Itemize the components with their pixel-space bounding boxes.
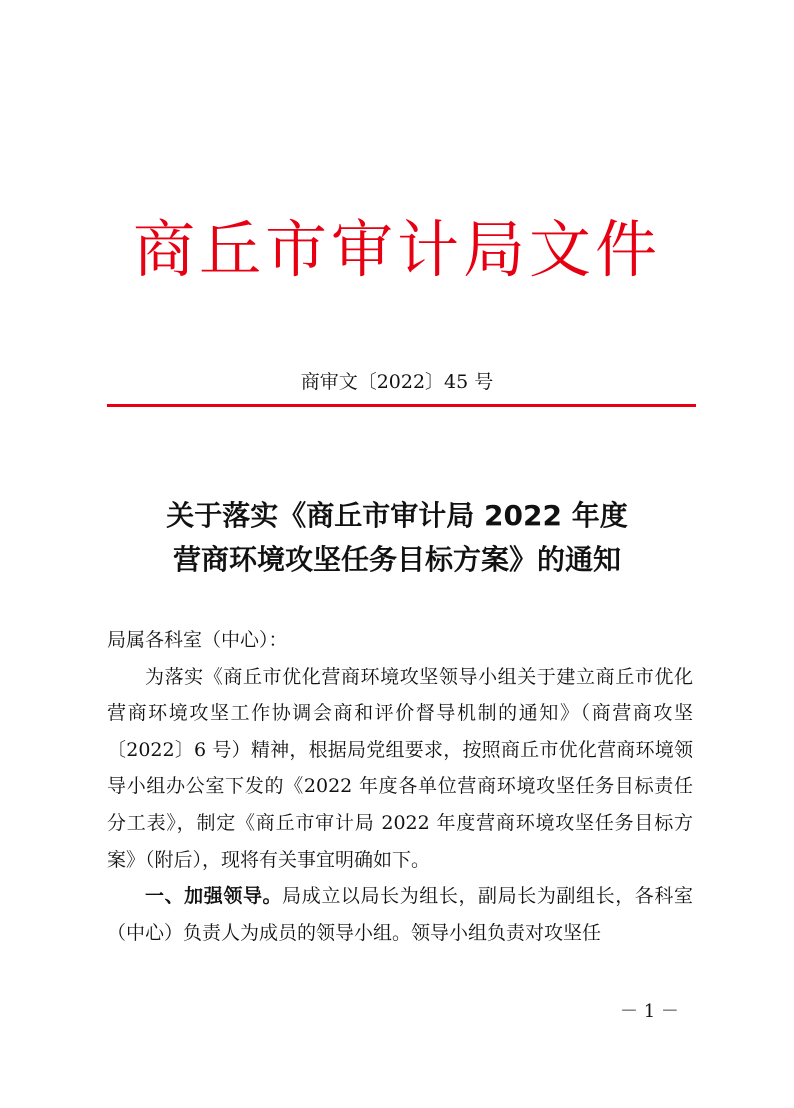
paragraph-section-1 <box>107 878 693 951</box>
salutation: 局属各科室（中心）： <box>107 629 288 651</box>
document-body <box>107 622 693 951</box>
document-masthead: 商丘市审计局文件 <box>132 213 661 286</box>
page-number: － 1 － <box>620 1001 679 1022</box>
document-number: 商审文〔2022〕45 号 <box>300 371 494 393</box>
title-line-1: 关于落实《商丘市审计局 2022 年度 <box>166 499 628 532</box>
section-1-text: 局成立以局长为组长，副局长为副组长，各科室（中心）负责人为成员的领导小组。领导小组负责对攻坚任 <box>107 885 693 944</box>
title-line-2: 营商环境攻坚任务目标方案》的通知 <box>172 543 621 576</box>
red-separator-line <box>107 404 696 407</box>
document-title <box>0 494 794 582</box>
paragraph-intro: 为落实《商丘市优化营商环境攻坚领导小组关于建立商丘市优化营商环境攻坚工作协调会商和评价督导机制的通知》（商营商攻坚〔2022〕6 号）精神，根据局党组要求，按照商丘市优化营商环境领导小组办公室下发的《2022 年度各单位营商环境攻坚任务目标责任分工表》，制定《商丘市审计局 2022 年度营商环境攻坚任务目标方案》（附后），现将有关事宜明确如下。 <box>107 665 693 871</box>
section-1-heading: 一、加强领导。 <box>145 885 283 908</box>
